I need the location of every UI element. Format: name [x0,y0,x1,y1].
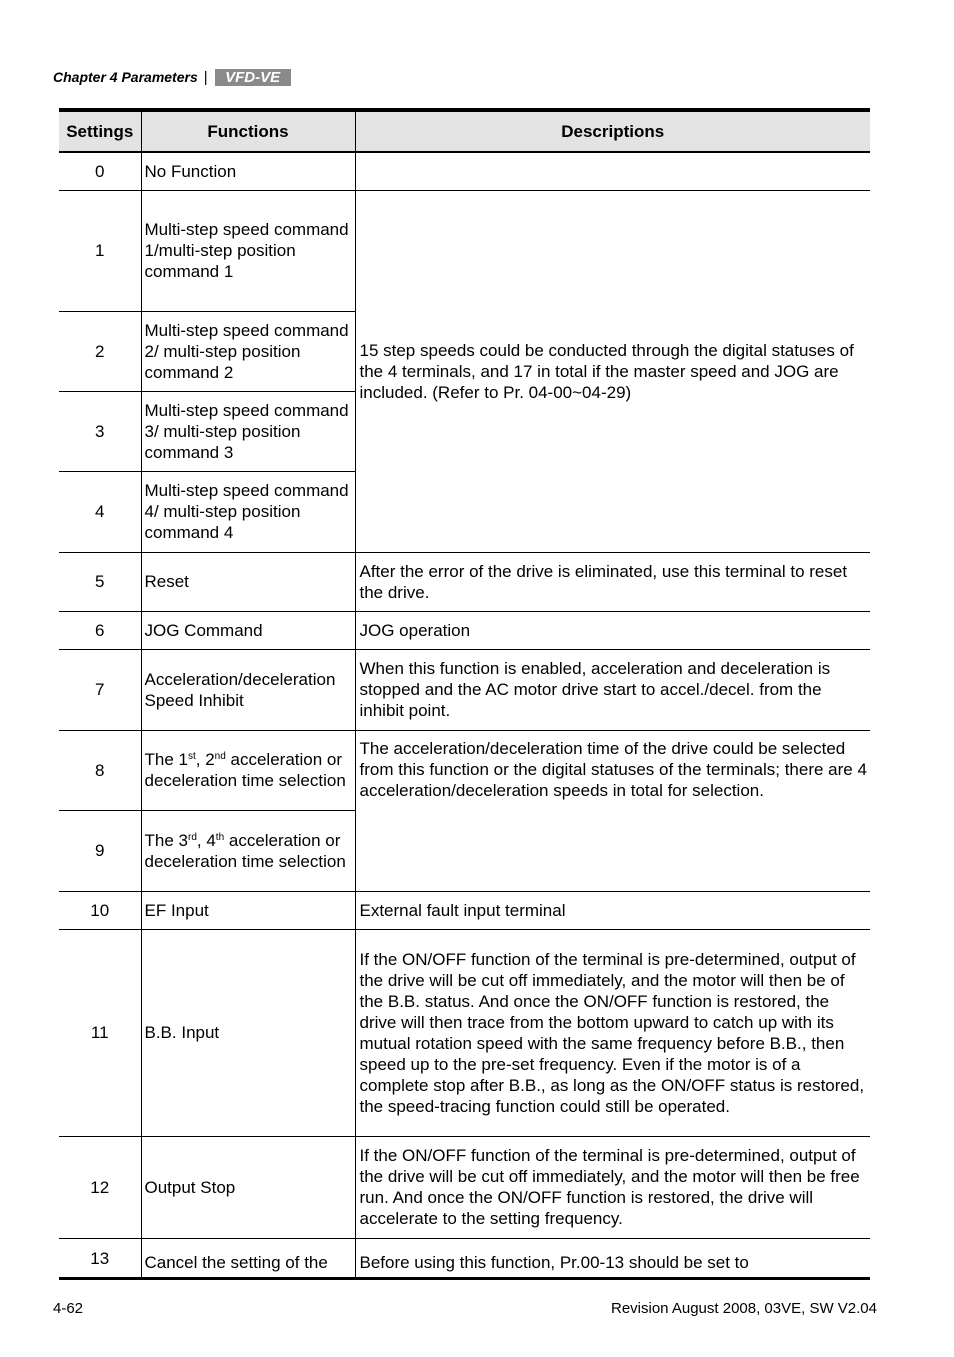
table-row [59,929,870,1136]
setting-cell: 7 [59,649,141,730]
setting-cell: 3 [59,391,141,471]
page-header [53,66,291,88]
function-cell: Multi-step speed command 4/ multi-step position command 4 [141,471,355,552]
revision-info: Revision August 2008, 03VE, SW V2.04 [611,1300,877,1317]
setting-cell: 0 [59,152,141,190]
setting-cell: 11 [59,929,141,1136]
description-cell: After the error of the drive is eliminated, use this terminal to reset the drive. [355,552,870,611]
function-cell: Multi-step speed command 2/ multi-step position command 2 [141,311,355,391]
table-row [59,1238,870,1278]
setting-cell: 6 [59,611,141,649]
page-number: 4-62 [53,1300,84,1317]
function-cell: B.B. Input [141,929,355,1136]
function-text: The 3 [144,830,188,850]
description-cell: If the ON/OFF function of the terminal is pre-determined, output of the drive will be cut off immediately, and the motor will then be free run. And once the ON/OFF function is restored, the drive will accelerate to the setting frequency. [355,1136,870,1238]
setting-cell: 2 [59,311,141,391]
column-header-descriptions: Descriptions [355,110,870,152]
setting-cell: 10 [59,891,141,929]
function-cell: No Function [141,152,355,190]
vfd-ve-logo: VFD-VE [215,69,291,86]
setting-cell: 1 [59,190,141,311]
setting-cell: 13 [59,1238,141,1278]
description-cell: Before using this function, Pr.00-13 should be set to [355,1238,870,1278]
function-text: The 1 [144,750,188,769]
table-row [59,649,870,730]
description-cell: JOG operation [355,611,870,649]
table-row [59,891,870,929]
function-cell: Acceleration/deceleration Speed Inhibit [141,649,355,730]
table-header-row [59,110,870,152]
ordinal-suffix: rd [187,831,197,843]
setting-cell: 9 [59,810,141,891]
setting-cell: 8 [59,730,141,810]
header-separator: | [203,68,208,86]
function-cell: Output Stop [141,1136,355,1238]
description-cell: If the ON/OFF function of the terminal is pre-determined, output of the drive will be cut off immediately, and the motor will then be of the B.B. status. And once the ON/OFF function is restored, the drive will then trace from the bottom upward to catch up with its mutual rotation speed with the same frequency before B.B., then speed up to the pre-set frequency. Even if the motor is of a complete stop after B.B., as long as the ON/OFF status is restored, the speed-tracing function could still be operated. [355,929,870,1136]
setting-cell: 4 [59,471,141,552]
description-cell: When this function is enabled, acceleration and deceleration is stopped and the AC motor drive start to accel./decel. from the inhibit point. [355,649,870,730]
function-text: acceleration or deceleration time selection [144,830,346,871]
function-cell: Multi-step speed command 1/multi-step position command 1 [141,190,355,311]
description-cell: External fault input terminal [355,891,870,929]
function-cell: JOG Command [141,611,355,649]
setting-cell: 5 [59,552,141,611]
chapter-title: Chapter 4 Parameters [53,69,198,85]
table-row [59,152,870,190]
setting-cell: 12 [59,1136,141,1238]
table-row [59,552,870,611]
column-header-settings: Settings [59,110,141,152]
function-text: acceleration or deceleration time selection [144,750,346,790]
ordinal-suffix: st [187,751,196,762]
ordinal-suffix: th [215,831,225,843]
function-cell: Cancel the setting of the [141,1238,355,1278]
parameter-settings-table [59,108,870,1280]
description-cell-accel: The acceleration/deceleration time of the drive could be selected from this function or the digital statuses of the terminals; there are 4 acceleration/deceleration speeds in total for selection. [355,730,870,891]
description-cell [355,152,870,190]
function-text: , 2 [195,750,215,769]
ordinal-suffix: nd [214,751,226,762]
function-cell [141,810,355,891]
function-cell [141,730,355,810]
function-cell: Multi-step speed command 3/ multi-step position command 3 [141,391,355,471]
table-row [59,190,870,311]
description-cell-multistep: 15 step speeds could be conducted through the digital statuses of the 4 terminals, and 17 in total if the master speed and JOG are included. (Refer to Pr. 04-00~04-29) [355,190,870,552]
function-cell: EF Input [141,891,355,929]
table-row [59,611,870,649]
table-row [59,1136,870,1238]
function-text: , 4 [196,830,216,850]
function-cell: Reset [141,552,355,611]
column-header-functions: Functions [141,110,355,152]
table-row [59,730,870,810]
